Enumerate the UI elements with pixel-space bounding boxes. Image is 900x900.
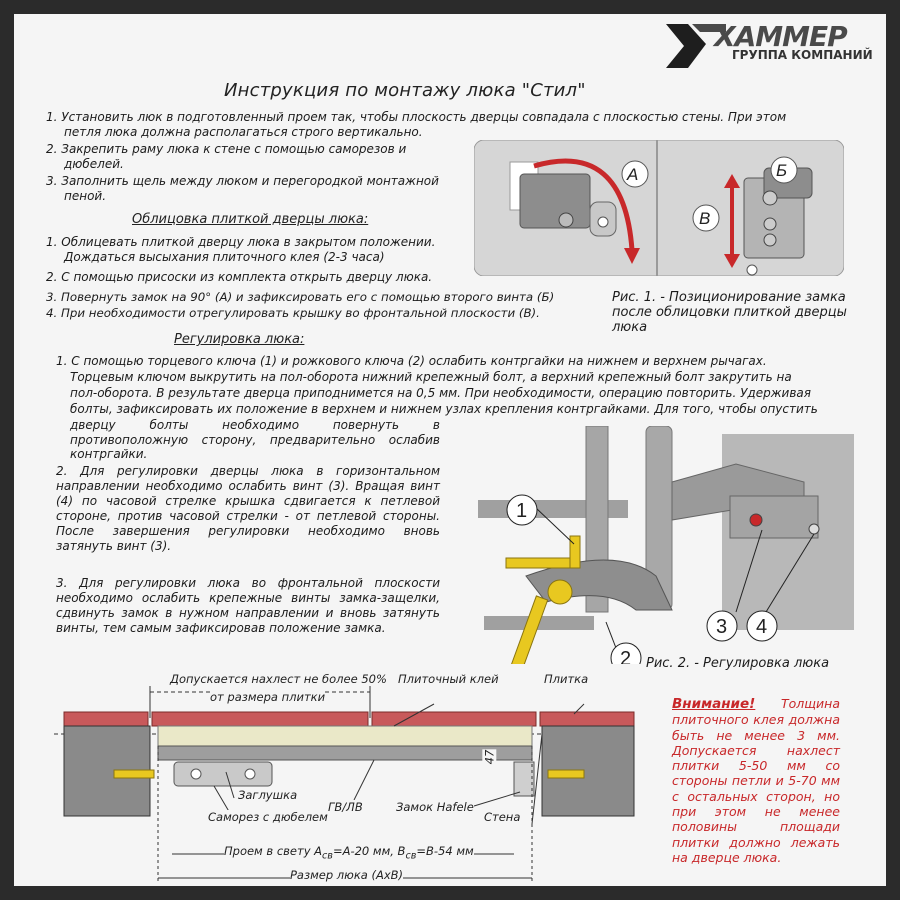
fig1-illustration xyxy=(474,140,844,276)
adjust-p1-line4: болты, зафиксировать их положение в верхнем и нижнем узлах крепления контргайками. Для того, чтобы опустить xyxy=(70,402,818,416)
opening-end: =В-54 мм xyxy=(416,844,474,858)
adjust-p2: 2. Для регулировки дверцы люка в горизонтальном направлении необходимо ослабить винт (3). Вращая винт (4) по часовой стрелке крышка сдвигается к петлевой стороне, против часовой стрелки - от петлевой стороны. После завершения регулировки необходимо вновь затянуть винт (3). xyxy=(56,464,440,553)
gvl-label: ГВ/ЛВ xyxy=(328,800,363,814)
install-step-1-cont: петля люка должна располагаться строго вертикально. xyxy=(64,125,423,139)
fig1-v-label: В xyxy=(699,209,711,228)
fig2-illustration xyxy=(466,426,856,664)
fig2-label-1: 1 xyxy=(516,500,528,522)
depth-label: 47 xyxy=(482,749,497,765)
install-step-3-cont: пеной. xyxy=(64,189,107,203)
tiling-step-1-cont: Дождаться высыхания плиточного клея (2-3 часа) xyxy=(64,250,385,264)
install-step-2: 2. Закрепить раму люка к стене с помощью саморезов и xyxy=(46,142,407,156)
fig2-label-3: 3 xyxy=(716,616,728,638)
company-logo xyxy=(666,20,886,72)
fig2-label-2: 2 xyxy=(620,648,632,664)
install-step-3: 3. Заполнить щель между люком и перегородкой монтажной xyxy=(46,174,439,188)
fig2-caption: Рис. 2. - Регулировка люка xyxy=(646,656,830,671)
warning-text: Толщина плиточного клея должна быть не менее 3 мм. Допускается нахлест плитки 5-50 мм со стороны петли и 5-70 мм с остальных сторон, но при этом не менее половины площади плитки должно лежать на дверце люка. xyxy=(672,696,840,865)
overlap-note-line2: от размера плитки xyxy=(210,690,326,704)
lock-label: Замок Hafele xyxy=(396,800,474,814)
socket-wrench-drawing xyxy=(506,536,580,568)
plug-label: Заглушка xyxy=(238,788,298,802)
logo-wordmark: XAMMEP xyxy=(714,20,847,53)
adjust-p3: 3. Для регулировки люка во фронтальной плоскости необходимо ослабить крепежные винты замка-защелки, сдвинуть замок в нужном направлении и вновь затянуть винты, тем самым зафиксировав положение замка. xyxy=(56,576,440,635)
tiling-step-3: 3. Повернуть замок на 90° (А) и зафиксировать его с помощью второго винта (Б) xyxy=(46,290,555,304)
tiling-step-4: 4. При необходимости отрегулировать крышку во фронтальной плоскости (В). xyxy=(46,306,540,320)
instruction-sheet xyxy=(14,14,886,886)
tiling-heading: Облицовка плиткой дверцы люка: xyxy=(132,212,369,227)
screw-label: Саморез с дюбелем xyxy=(208,810,328,824)
adjust-p1-line3: пол-оборота. В результате дверца приподнимется на 0,5 мм. При необходимости, операцию повторить. Удерживая xyxy=(70,386,811,400)
install-step-2-cont: дюбелей. xyxy=(64,157,124,171)
opening-text: Проем в свету А xyxy=(224,844,323,858)
opening-label xyxy=(224,844,474,861)
opening-sub-b: св xyxy=(405,850,417,862)
opening-sub-a: св xyxy=(322,850,333,862)
logo-subtitle: ГРУППА КОМПАНИЙ xyxy=(732,48,873,62)
wall-label: Стена xyxy=(484,810,521,824)
adjust-heading: Регулировка люка: xyxy=(174,332,305,347)
tiling-step-2: 2. С помощью присоски из комплекта открыть дверцу люка. xyxy=(46,270,433,284)
hatch-size-label: Размер люка (АхВ) xyxy=(290,868,404,882)
tile-glue-label: Плиточный клей xyxy=(398,672,499,686)
tile-label: Плитка xyxy=(544,672,589,686)
adjust-p1-rest: дверцу болты необходимо повернуть в противоположную сторону, предварительно ослабив контргайки. xyxy=(70,418,440,461)
fig1-a-label: А xyxy=(627,165,639,184)
fig1-b-label: Б xyxy=(776,161,788,180)
opening-mid: =А-20 мм, В xyxy=(332,844,406,858)
fig2-label-4: 4 xyxy=(756,616,768,638)
overlap-note-line1: Допускается нахлест не более 50% xyxy=(170,672,387,686)
fig1-caption: Рис. 1. - Позиционирование замка после облицовки плиткой дверцы люка xyxy=(612,290,847,335)
warning-note xyxy=(672,696,840,865)
tiling-step-1: 1. Облицевать плиткой дверцу люка в закрытом положении. xyxy=(46,235,436,249)
warning-title: Внимание! xyxy=(672,696,756,712)
page-title: Инструкция по монтажу люка "Стил" xyxy=(224,80,586,101)
adjust-p1-line1: 1. С помощью торцевого ключа (1) и рожкового ключа (2) ослабить контргайки на нижнем и верхнем рычагах. xyxy=(56,354,767,368)
adjust-p1-line2: Торцевым ключом выкрутить на пол-оборота нижний крепежный болт, а верхний крепежный болт закрутить на xyxy=(70,370,792,384)
install-step-1: 1. Установить люк в подготовленный проем так, чтобы плоскость дверцы совпадала с плоскостью стены. При этом xyxy=(46,110,787,124)
